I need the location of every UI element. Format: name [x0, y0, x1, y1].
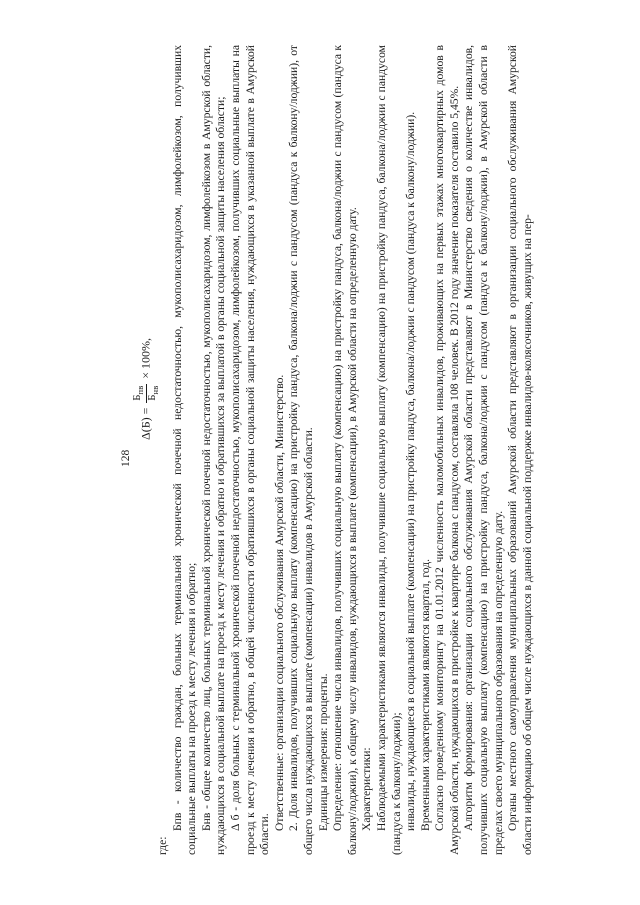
paragraph: Временными характеристиками являются квартал, год.	[418, 558, 432, 831]
paragraph: Наблюдаемыми характеристиками являются инвалиды, получившие социальную выплату (компенсацию) на пристройку пандуса, балкона/лоджии с пандусом (пандуса к балкону/лоджии);	[374, 45, 403, 855]
document-body	[156, 45, 535, 855]
paragraph: Органы местного самоуправления муниципальных образований Амурской области представляют в организации социального обслуживания Амурской области информацию об общем числе нуждающихся в данной социальной поддержке инвалидов-колясочников, живущих на пер-	[506, 45, 534, 855]
paragraph: Согласно проведенному мониторингу на 01.01.2012 численность маломобильных инвалидов, проживающих на первых этажах многоквартирных домов в Амурской области, нуждающихся в пристройке к квартире балкона с пандусом, составляла 108 человек. В 2012 году значение показателя составило 5,45%.	[433, 45, 461, 855]
paragraph: 2. Доля инвалидов, получивших социальную выплату (компенсацию) на пристройку пандуса, балкона/лоджии с пандусом (пандуса к балкону/лоджии), от общего числа нуждающихся в выплате (компенсации) инвалидов в Амурской области.	[287, 45, 315, 855]
page-number: 128	[120, 449, 132, 467]
paragraph: Алгоритм формирования: организации социального обслуживания Амурской области представляют в Министерство сведения о количестве инвалидов, получивших социальную выплату (компенсацию) на пристройку пандуса, балкона/лоджии с пандусом (пандуса к балкону/лоджии), в Амурской области в пределах своего муниципального образования на определенную дату.	[462, 45, 505, 855]
paragraph: Δ б - доля больных с терминальной хронической почечной недостаточностью, мукополисахаридозом, лимфолейкозом, получивших социальные выплаты на проезд к месту лечения и обратно, в общей численности обратившихся в органы социальной защиты населения, нуждающихся в указанной выплате в Амурской области.	[228, 45, 272, 855]
formula-numerator: $Б_{пв}$	[132, 385, 146, 401]
formula-right: × 100%,	[138, 338, 153, 379]
paragraph: Ответственные: организации социального обслуживания Амурской области, Министерство.	[272, 374, 286, 831]
paragraph: Определение: отношение числа инвалидов, получивших социальную выплату (компенсацию) на пристройку пандуса, балкона/лоджии с пандусом (пандуса к балкону/лоджии), к общему числу инвалидов, нуждающихся в выплате (компенсации), в Амурской области на определенную дату.	[331, 45, 359, 855]
paragraph: Бнв - общее количество лиц, больных терминальной хронической почечной недостаточностью, мукополисахаридозом, лимфолейкозом в Амурской области, нуждающихся в социальной выплате на проезд к месту лечения и обратно и обратившихся за выплатой в органы социальной защиты населения области;	[199, 45, 228, 855]
formula-denominator: $Б_{нв}$	[147, 385, 161, 401]
paragraph: где:	[156, 836, 169, 855]
paragraph: Бпв - количество граждан, больных терминальной хронической почечной недостаточностью, мукополисахаридозом, лимфолейкозом, получивших социальные выплаты на проезд к месту лечения и обратно;	[170, 45, 199, 855]
formula-left: Δ(Б) =	[138, 407, 153, 440]
paragraph: инвалиды, нуждающиеся в социальной выплате (компенсации) на пристройку пандуса, балкона/лоджии с пандусом (пандуса к балкону/лоджии).	[404, 111, 418, 831]
paragraph: Характеристики:	[360, 747, 374, 831]
paragraph: Единицы измерения: проценты.	[316, 673, 330, 831]
